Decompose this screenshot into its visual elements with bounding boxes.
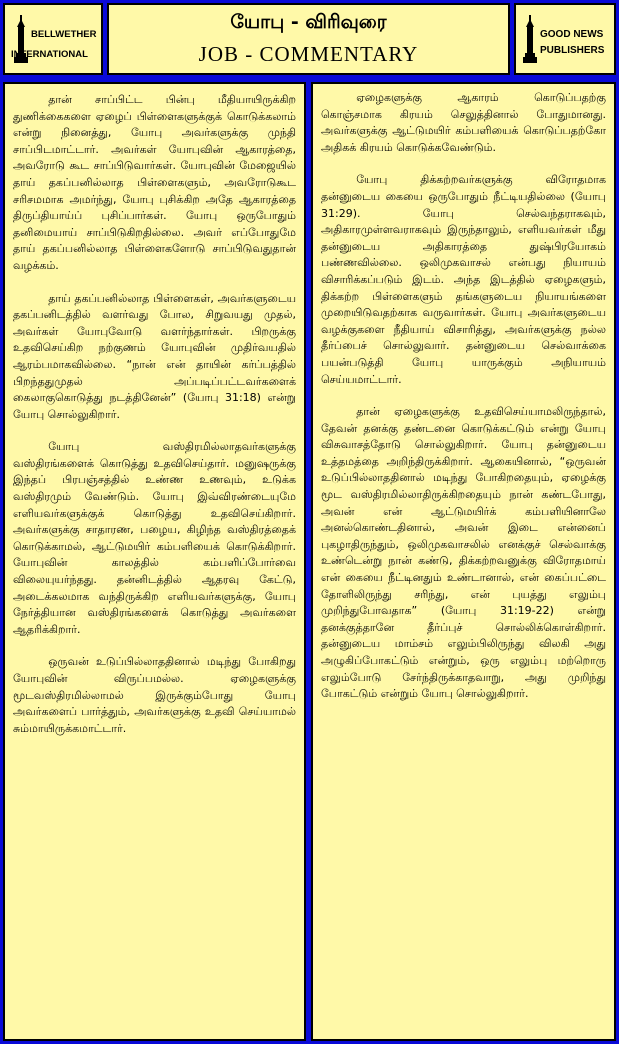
paragraph: யோபு வஸ்திரமில்லாதவர்களுக்கு வஸ்திரங்களைக் கொடுத்து உதவிசெய்தார். மனுஷருக்கு இந்தப் பிரபஞ்சத்தில் உண்ண உணவும், உடுக்க வஸ்திரமும் வேண்டும். யோபு இவ்விரண்டையுமே எளியவர்களுக்குக் கொடுத்து உதவிசெய்கிறார். அவர்களுக்கு சாதாரண, பழைய, கிழிந்த வஸ்திரத்தைக் கொடுக்காமல், ஆட்டுமயிர் கம்பளியைக் கொடுக்கிறார். யோபுவின் காலத்தில் கம்பளிப்போர்வை விலையுயர்ந்தது. தன்னிடத்தில் ஆதரவு கேட்டு, அடைக்கலமாக வந்திருக்கிற எளியவர்களுக்கு, யோபு நேர்த்தியான வஸ்திரங்களைக் கொடுத்து அவர்களை ஆதரிக்கிறார்.: [13, 440, 296, 636]
good-news-logo: [514, 3, 616, 75]
logo-line2: PUBLISHERS: [540, 45, 605, 56]
paragraph: தாய் தகப்பனில்லாத பிள்ளைகள், அவர்களுடைய தகப்பனிடத்தில் வளர்வது போல, சிறுவயது முதல், அவர்கள் யோபுவோடு வளர்ந்தார்கள். பிறருக்கு உதவிசெய்கிற நற்குணம் யோபுவின் முதிர்வயதில் ஆரம்பமாகவில்லை. “நான் என் தாயின் கர்ப்பத்தில் பிறந்ததுமுதல் அப்படிப்பட்டவர்களைக் கைலாகுகொடுத்து நடத்தினேன்” (யோபு 31:18) என்று யோபு சொல்லுகிறார்.: [13, 291, 296, 421]
bellwether-logo: [3, 3, 103, 75]
paragraph: தான் சாப்பிட்ட பின்பு மீதியாயிருக்கிற துணிக்கைகளை ஏழைப் பிள்ளைகளுக்குக் கொடுக்கலாம் என்று நினைத்து, யோபு அவர்களுக்கு முந்தி சாப்பிடமாட்டார். அவர்கள் யோபுவின் ஆகாரத்தை, அவரோடு கூட சாப்பிடுவார்கள். யோபுவின் மேஜையில் தாய் தகப்பனில்லாத பிள்ளைகளும், அவரோடுகூட சரிசமமாக அமர்ந்து, யோபு புசிக்கிற அதே ஆகாரத்தை திருப்தியாய்ப் புசிப்பார்கள். யோபு ஒருபோதும் தனிமையாய் சாப்பிடுகிறதில்லை. அவர் எப்போதுமே தாய் தகப்பனில்லாத பிள்ளைகளோடு சாப்பிடுவதுதான் வழக்கம்.: [13, 93, 296, 272]
paragraph: தான் ஏழைகளுக்கு உதவிசெய்யாமலிருந்தால், தேவன் தனக்கு தண்டனை கொடுக்கட்டும் என்று யோபு விசுவாசத்தோடு சொல்லுகிறார். யோபு தன்னுடைய உத்தமத்தை அறிந்திருக்கிறார். ஆகையினால், “ஒருவன் உடுப்பில்லாததினால் மடிந்து போகிறதையும், ஏழைக்கு மூட வஸ்திரமில்லாதிருக்கிறதையும் நான் கண்டபோது, அவன் என் ஆட்டுமயிர்க் கம்பளியினாலே அனல்கொண்டதினால், அவன் இடை என்னைப் புகழாதிருந்தும், ஒலிமுகவாசலில் எனக்குச் செல்வாக்கு உண்டென்று நான் கண்டு, திக்கற்றவனுக்கு விரோதமாய் என் கையை நீட்டினதும் உண்டானால், என் கைப்பட்டை தோளிலிருந்து சரிந்து, என் புயத்து எலும்பு முறிந்துபோவதாக” (யோபு 31:19-22) என்று தனக்குத்தானே தீர்ப்புச் சொல்லிக்கொள்கிறார். தன்னுடைய மாம்சம் எலும்பிலிருந்து விலகி அது அழுகிப்போகட்டும் என்றும், ஒரு எலும்பு மற்றொரு எலும்போடு சேர்ந்திருக்காதவாறு, அது முறிந்து போகட்டும் என்றும் யோபு சொல்லுகிறார்.: [321, 405, 606, 701]
paragraph: ஏழைகளுக்கு ஆகாரம் கொடுப்பதற்கு கொஞ்சமாக கிரயம் செலுத்தினால் போதுமானது. அவர்களுக்கு ஆட்டுமயிர் கம்பளியைக் கொடுப்பதற்கோ அதிகக் கிரயம் கொடுக்கவேண்டும்.: [321, 91, 606, 154]
title-block: [107, 3, 510, 75]
paragraph: யோபு திக்கற்றவர்களுக்கு விரோதமாக தன்னுடைய கையை ஒருபோதும் நீட்டியதில்லை (யோபு 31:29). யோபு செல்வந்தராகவும், அதிகாரமுள்ளவராகவும் இருந்தாலும், எளியவர்கள் மீது தன்னுடைய அதிகாரத்தை துஷ்பிரயோகம் பண்ணவில்லை. ஒலிமுகவாசல் என்பது நியாயம் விசாரிக்கப்படும் இடம். அந்த இடத்தில் ஏழைகளும், திக்கற்ற பிள்ளைகளும் தங்களுடைய நியாயங்களை முறையிடுவதற்காக வருவார்கள். யோபு அவர்களுடைய வழக்குகளை நீதியாய் விசாரித்து, அவர்களுக்கு நல்ல தீர்ப்பைச் சொல்லுவார். தன்னுடைய செல்வாக்கை பயன்படுத்தி யோபு யாருக்கும் அநியாயம் செய்யமாட்டார்.: [321, 173, 606, 386]
paragraph: ஒருவன் உடுப்பில்லாததினால் மடிந்து போகிறது யோபுவின் விருப்பமல்ல. ஏழைகளுக்கு மூடவஸ்திரமில்லாமல் இருக்கும்போது யோபு அவர்களைப் பார்த்தும், அவர்களுக்கு உதவி செய்யாமல் சும்மாயிருக்கமாட்டார்.: [13, 655, 296, 735]
logo-line1: GOOD NEWS: [540, 29, 604, 40]
page-header: [0, 0, 619, 79]
left-column: [3, 82, 306, 1041]
logo-line2: INTERNATIONAL: [11, 49, 88, 60]
tower-icon: [522, 15, 538, 65]
page-title-tamil: யோபு - விரிவுரை: [230, 11, 387, 33]
right-column: [311, 82, 616, 1041]
logo-line1: BELLWETHER: [31, 29, 97, 40]
page-title-english: JOB - COMMENTARY: [198, 42, 419, 66]
